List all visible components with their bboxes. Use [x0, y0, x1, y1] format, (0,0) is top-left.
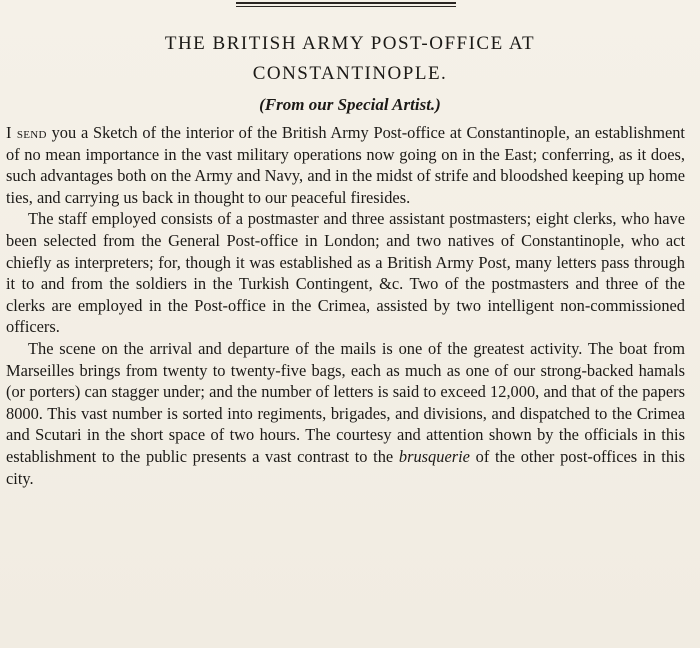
paragraph-3-text-b: of the other post-offices in this city.: [6, 446, 685, 488]
article-body: [6, 122, 685, 489]
top-rule: [236, 2, 456, 4]
paragraph-1: [6, 122, 685, 208]
paragraph-2-text: The staff employed consists of a postmaster and three assistant postmasters; eight clerks, who have been selected from the General Post-office in London; and two natives of Constantinople, who act chiefly as interpreters; for, though it was established as a British Army Post, many letters pass through it to and from the soldiers in the Turkish Contingent, &c. Two of the postmasters and three of the clerks are employed in the Post-office in the Crimea, assisted by two intelligent non-commissioned officers.: [6, 209, 685, 337]
headline-line-2: CONSTANTINOPLE.: [252, 63, 448, 84]
paragraph-3-text-a: The scene on the arrival and departure of the mails is one of the greatest activity. The boat from Marseilles brings from twenty to twenty-five bags, each as much as one of our strong-backed hamals (or porters) can stagger under; and the number of letters is said to exceed 12,000, and that of the papers 8000. This vast number is sorted into regiments, brigades, and divisions, and dispatched to the Crimea and Scutari in the short space of two hours. The courtesy and attention shown by the officials in this establishment to the public presents a vast contrast to the: [6, 338, 685, 466]
top-rule-thin: [236, 6, 456, 7]
paragraph-1-lead: I send: [6, 123, 47, 142]
headline-line-1: THE BRITISH ARMY POST-OFFICE AT: [164, 33, 536, 54]
paragraph-3: [6, 338, 685, 489]
paragraph-2: [6, 208, 685, 338]
paragraph-3-italic: brusquerie: [398, 446, 470, 466]
paragraph-1-text: you a Sketch of the interior of the British Army Post-office at Constantinople, an establishment of no mean importance in the vast military operations now going on in the East; conferring, as it does, such advantages both on the Army and Navy, and in the midst of strife and bloodshed keeping up home ties, and carrying us back in thought to our peaceful firesides.: [6, 123, 685, 207]
byline: (From our Special Artist.): [259, 95, 441, 114]
